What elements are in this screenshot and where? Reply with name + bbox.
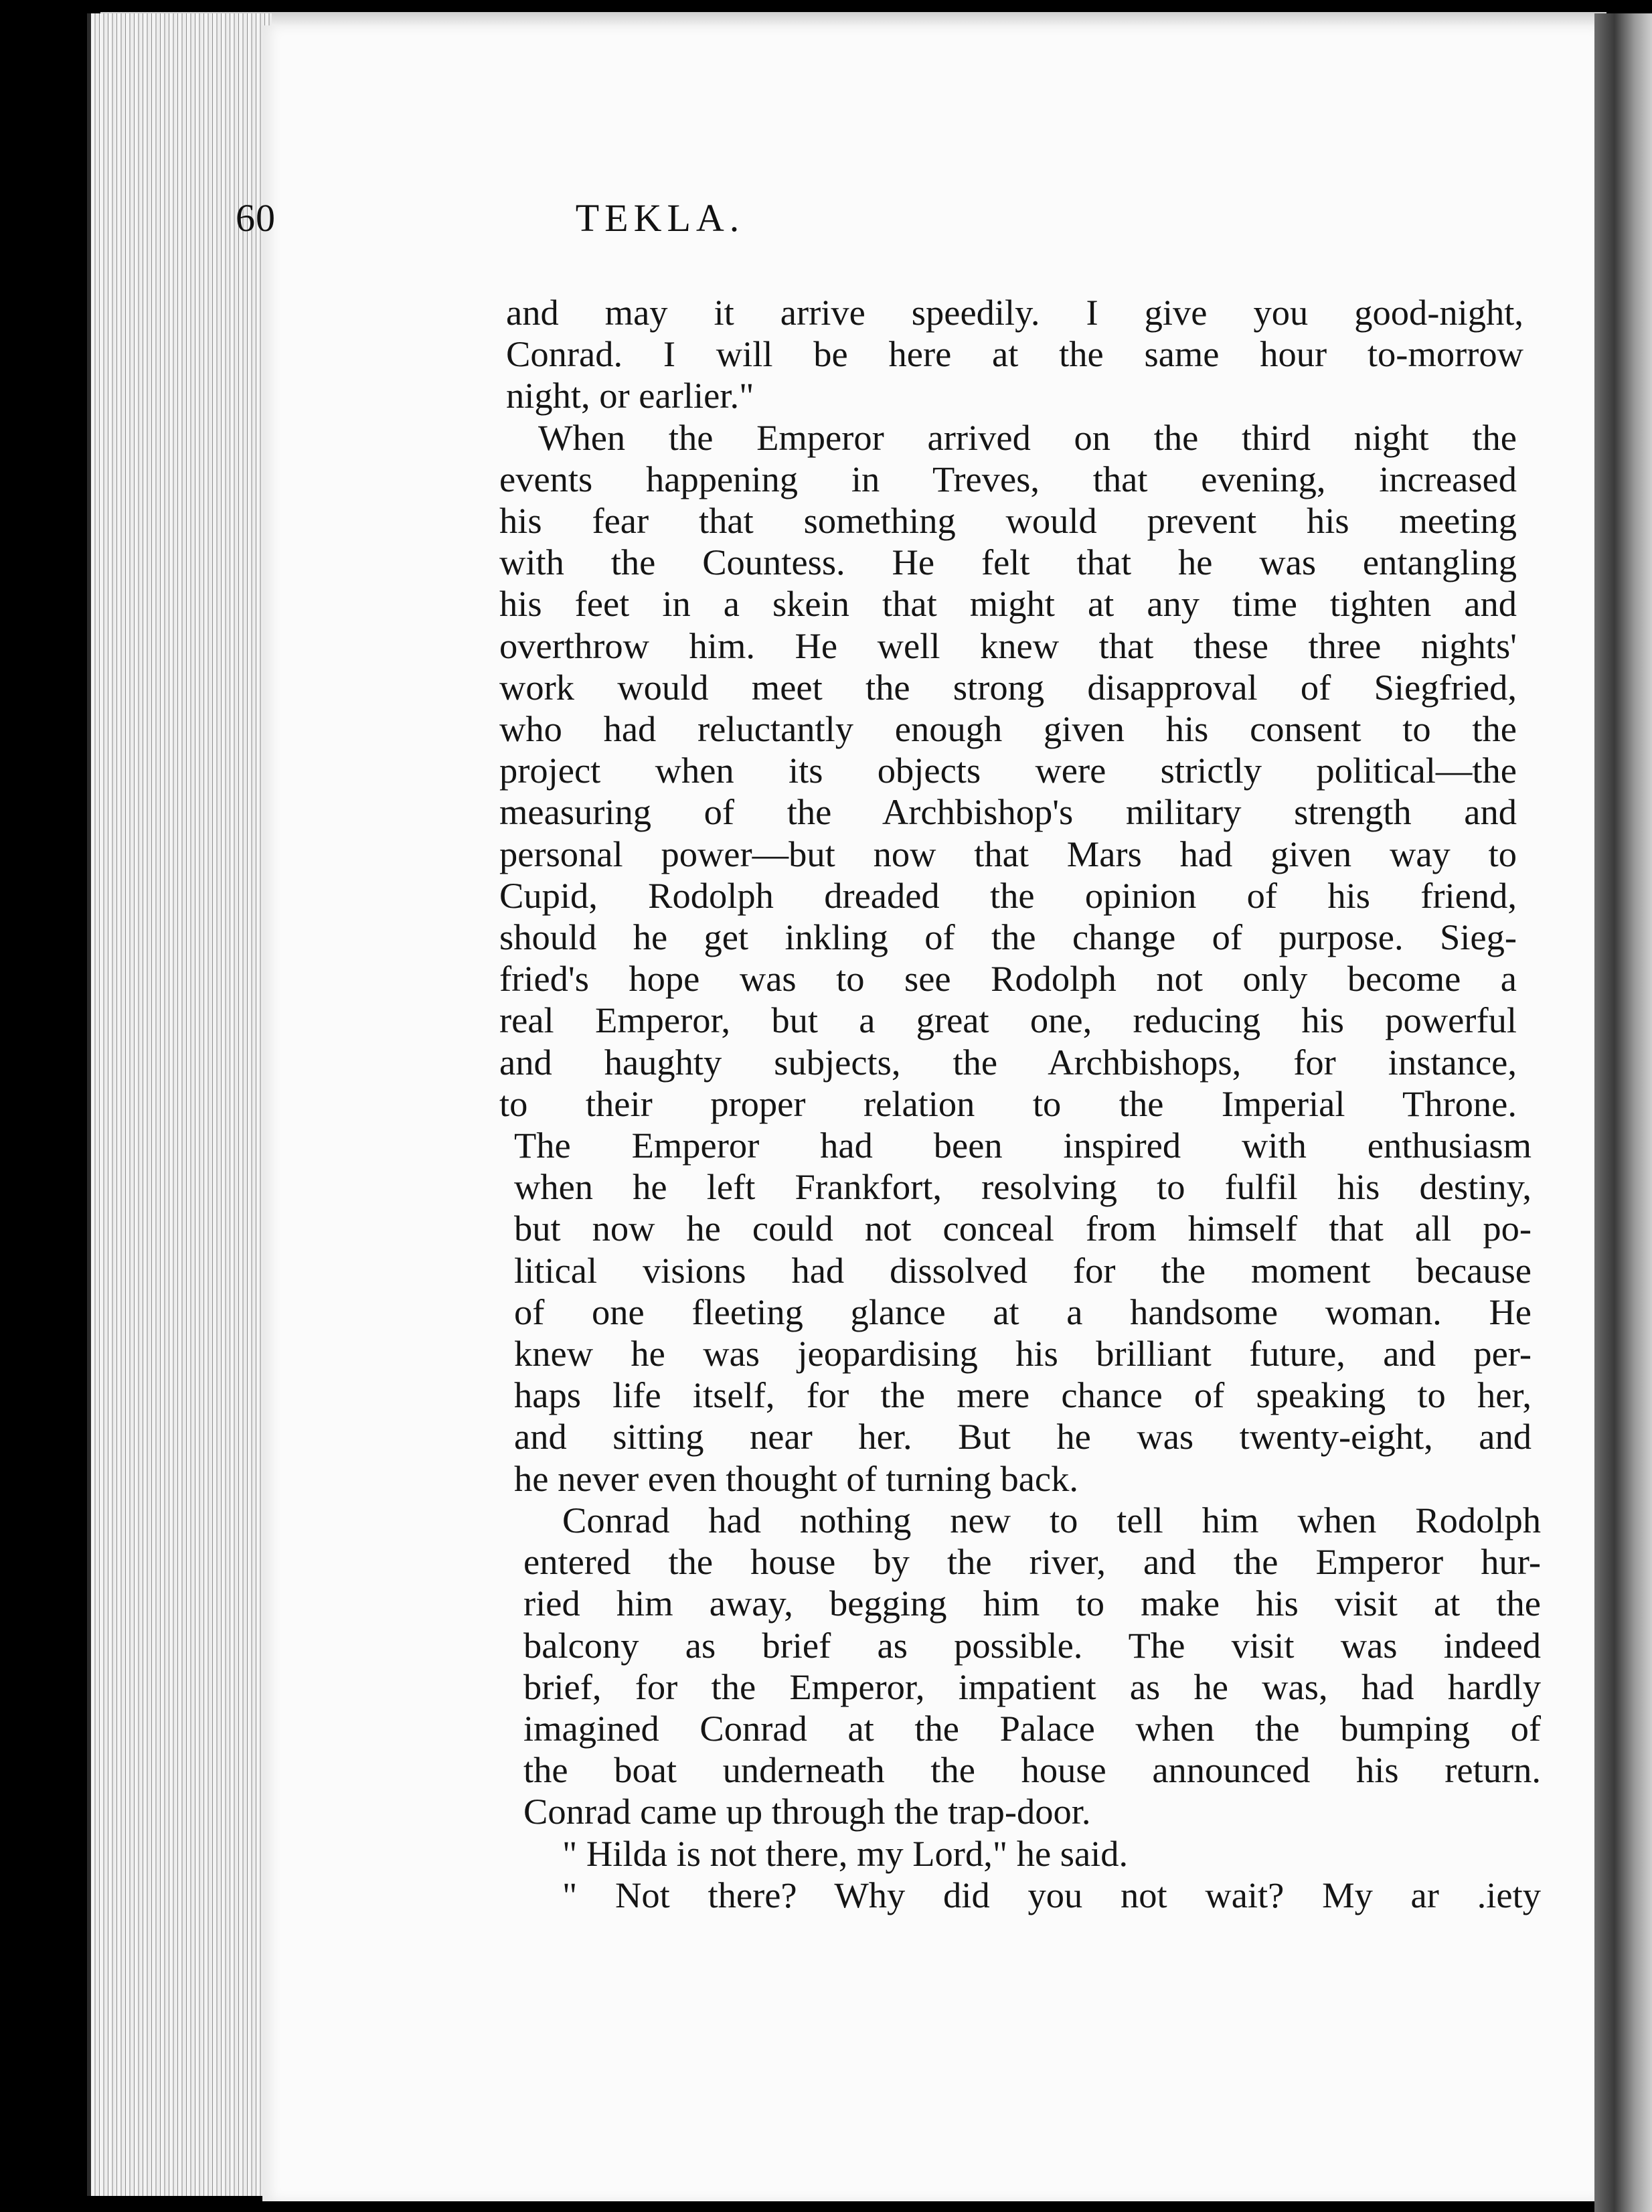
text-line: fried's hope was to see Rodolph not only become a [499, 958, 1517, 1000]
text-line: he never even thought of turning back. [514, 1457, 1078, 1499]
text-line: Cupid, Rodolph dreaded the opinion of his friend, [499, 874, 1517, 916]
text-line: litical visions had dissolved for the moment because [514, 1249, 1532, 1291]
text-line: who had reluctantly enough given his consent to the [499, 708, 1517, 750]
text-line: " Hilda is not there, my Lord," he said. [562, 1832, 1129, 1874]
text-line: with the Countess. He felt that he was entangling [499, 542, 1517, 583]
text-line: when he left Frankfort, resolving to fulfil his destiny, [514, 1166, 1532, 1208]
text-line: entered the house by the river, and the Emperor hur- [523, 1541, 1541, 1583]
page-top-edge [100, 7, 1606, 25]
text-line: The Emperor had been inspired with enthusiasm [514, 1125, 1532, 1166]
text-line: Conrad came up through the trap-door. [523, 1791, 1091, 1832]
text-line: real Emperor, but a great one, reducing his powerful [499, 1000, 1517, 1041]
text-line: haps life itself, for the mere chance of speaking to her, [514, 1374, 1532, 1416]
text-line: brief, for the Emperor, impatient as he was, had hardly [523, 1666, 1541, 1707]
text-line: to their proper relation to the Imperial Throne. [499, 1083, 1517, 1124]
text-line: events happening in Treves, that evening, increased [499, 458, 1517, 499]
text-line: night, or earlier." [506, 375, 754, 416]
text-line: should he get inkling of the change of purpose. Sieg- [499, 917, 1517, 958]
text-line: of one fleeting glance at a handsome woman. He [514, 1291, 1532, 1332]
page-number: 60 [236, 196, 276, 240]
text-line: personal power—but now that Mars had given way to [499, 833, 1517, 874]
text-line: balcony as brief as possible. The visit was indeed [523, 1624, 1541, 1666]
text-line: the boat underneath the house announced his return. [523, 1749, 1541, 1791]
text-line: knew he was jeopardising his brilliant future, and per- [514, 1333, 1532, 1374]
text-line: and sitting near her. But he was twenty-eight, and [514, 1416, 1532, 1457]
book-right-edge [1594, 13, 1652, 2212]
text-line: overthrow him. He well knew that these three nights' [499, 625, 1517, 666]
text-line: " Not there? Why did you not wait? My ar .iety [562, 1874, 1541, 1915]
text-line: ried him away, begging him to make his visit at the [523, 1583, 1541, 1624]
running-head [236, 195, 1507, 269]
text-line: Conrad had nothing new to tell him when Rodolph [562, 1499, 1541, 1540]
text-line: his fear that something would prevent his meeting [499, 500, 1517, 542]
text-line: his feet in a skein that might at any time tighten and [499, 583, 1517, 625]
text-line: imagined Conrad at the Palace when the bumping of [523, 1707, 1541, 1749]
text-line: measuring of the Archbishop's military strength and [499, 791, 1517, 833]
text-line: project when its objects were strictly political—the [499, 750, 1517, 791]
body-text [499, 292, 1541, 1916]
text-line: When the Emperor arrived on the third night the [538, 416, 1517, 458]
text-line: but now he could not conceal from himself that all po- [514, 1208, 1532, 1249]
text-line: Conrad. I will be here at the same hour to-morrow [506, 333, 1523, 375]
book-title: TEKLA. [575, 196, 745, 240]
text-line: and may it arrive speedily. I give you good-night, [506, 292, 1523, 333]
text-line: and haughty subjects, the Archbishops, for instance, [499, 1041, 1517, 1083]
book-page-edges [87, 13, 272, 2196]
text-line: work would meet the strong disapproval of Siegfried, [499, 666, 1517, 708]
